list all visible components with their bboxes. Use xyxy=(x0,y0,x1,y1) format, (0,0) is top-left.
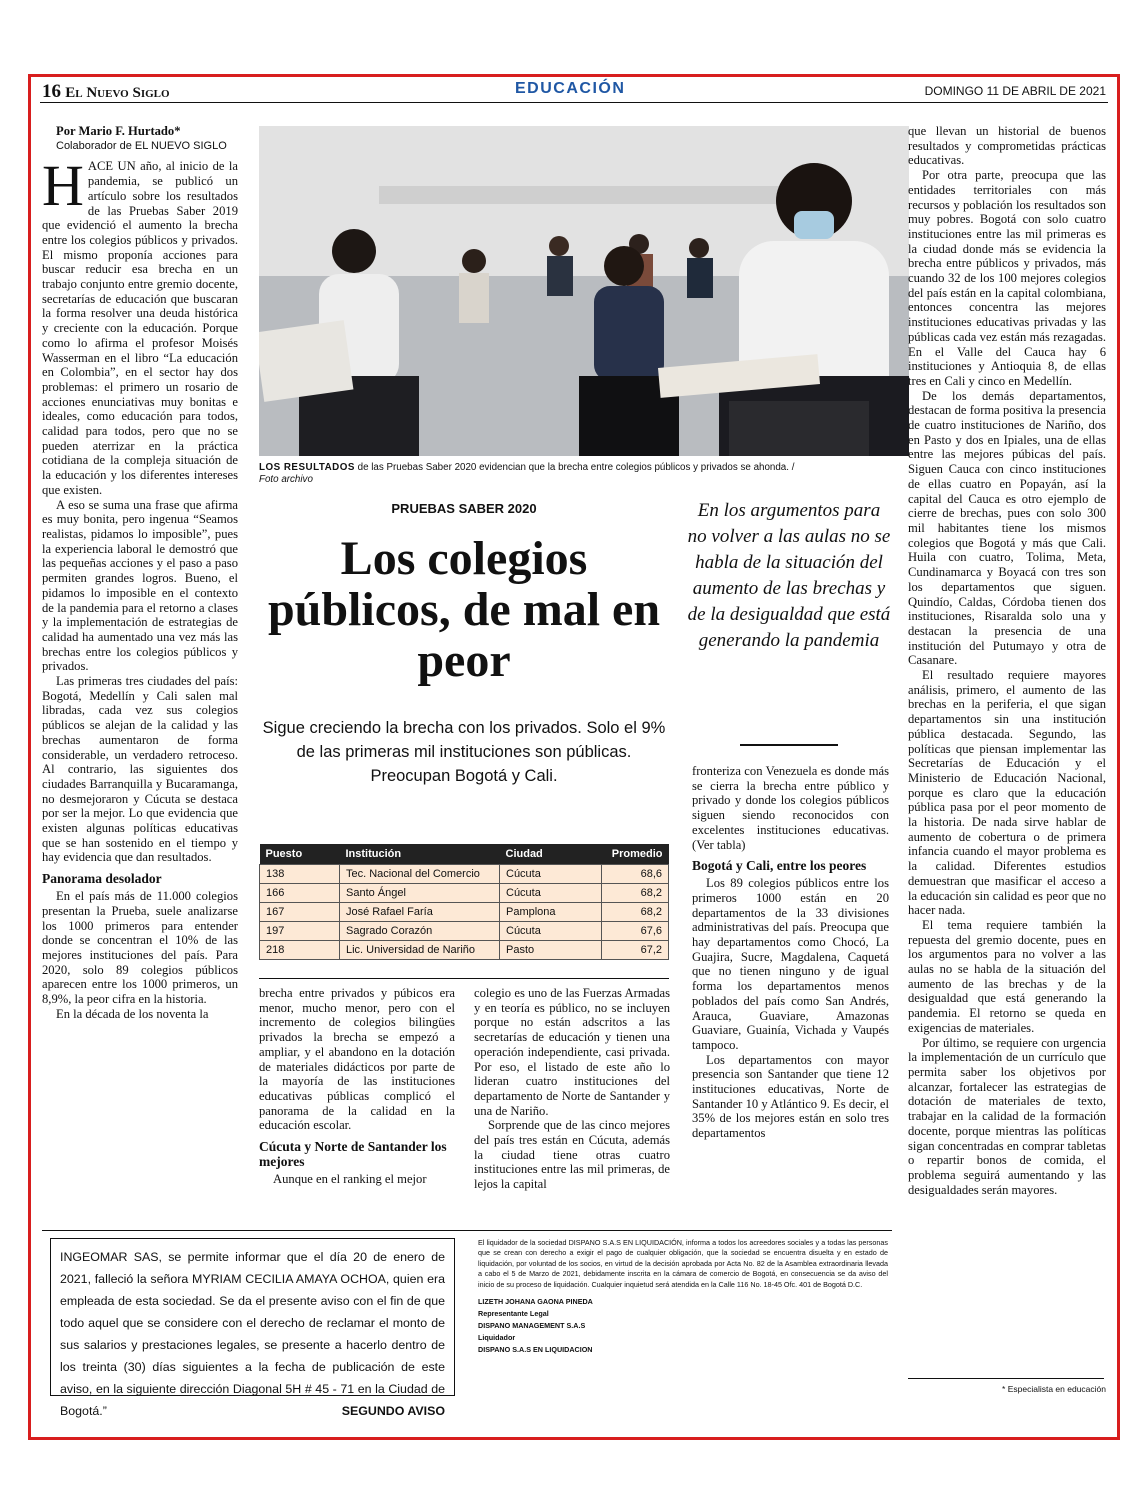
signer-role: Liquidador xyxy=(478,1333,516,1343)
article-column-4 xyxy=(692,764,889,1141)
caption-text: de las Pruebas Saber 2020 evidencian que la brecha entre colegios públicos y privados se ahonda. / xyxy=(354,462,795,473)
ads-top-rule xyxy=(42,1230,892,1231)
section-title: EDUCACIÓN xyxy=(515,80,626,97)
caption-lead: LOS RESULTADOS xyxy=(259,462,355,473)
article-column-5 xyxy=(908,124,1106,1197)
byline: Por Mario F. Hurtado* xyxy=(56,124,181,138)
paragraph: Los 89 colegios públicos entre los primeros 1000 están en 20 departamentos de la 33 divisiones administrativas del país. Preocupa que hay departamentos como Chocó, La Guajira, Sucre, Magdalena, Caquetá que no tienen ninguno y de igual forma los departamentos menos poblados del país como San Andrés, Arauca, Guaviare, Amazonas Guaviare, Guainía, Vichada y Vaupés tampoco. xyxy=(692,876,889,1052)
paragraph: colegio es uno de las Fuerzas Armadas y en teoría es público, no se incluyen porque no están adscritos a las secretarías de educación y tienen una operación independiente, casi privada. Por eso, el listado de este año lo lideran cuatro instituciones del departamento de Norte de Santander y una de Nariño. xyxy=(474,986,670,1118)
signer-name: LIZETH JOHANA GAONA PINEDA xyxy=(478,1297,593,1307)
table-cell: 68,2 xyxy=(602,903,669,922)
subheading: Cúcuta y Norte de Santander los mejores xyxy=(259,1139,447,1170)
paragraph: Sorprende que de las cinco mejores del país tres están en Cúcuta, además la ciudad tiene otras cuatro instituciones entre las mil primeras, de lejos la capital xyxy=(474,1118,670,1192)
table-header: Institución xyxy=(340,844,500,865)
paragraph: Por último, se requiere con urgencia la implementación de un currículo que permita saber los objetivos por alcanzar, fortalecer las estrategias de dotación de materiales de texto, trabajar en la calidad de la formación docente, porque mientras las políticas sigan concentradas en comprar tabletas o repartir bonos de comida, el problema seguirá aumentando y las desigualdades serán mayores. xyxy=(908,1035,1106,1197)
table-row xyxy=(260,903,669,922)
paragraph: En el país más de 11.000 colegios presentan la Prueba, suele analizarse los 1000 primeros para entender donde se concentran el 10% de las mejores instituciones del país. Para 2020, solo 89 colegios públicos aparecen entre los 1000 primeros, un 8,9%, la peor cifra en la historia. xyxy=(42,889,238,1007)
notice-signature xyxy=(478,1296,888,1356)
header-rule xyxy=(40,102,1108,103)
paragraph: Las primeras tres ciudades del país: Bogotá, Medellín y Cali salen mal libradas, cada vez sus colegios públicos se alejan de la calidad y las brechas aumentaron de forma considerable, un verdadero retroceso. Al contrario, las siguientes dos ciudades Barranquilla y Bucaramanga, no desmejoraron y Cúcuta se destaca por ser la mejor. Lo que evidencia que existen algunas políticas educativas que se han sostenido en el tiempo y hay evidencia que dan resultados. xyxy=(42,674,238,865)
photo-credit: Foto archivo xyxy=(259,474,313,485)
table-header: Promedio xyxy=(602,844,669,865)
table-cell: 67,2 xyxy=(602,941,669,960)
headline: Los colegios públicos, de mal en peor xyxy=(267,532,661,687)
table-cell: 68,2 xyxy=(602,884,669,903)
table-cell: Sagrado Corazón xyxy=(340,922,500,941)
paragraph: De los demás departamentos, destacan de forma positiva la presencia de cuatro instituciones de Nariño, dos en Pasto y dos en Ipiales, una de ellas entre las mejores púbicas del país. Siguen Cauca con cinco instituciones de ellas cuatro en Popayán, así la capital del Cauca es otro ejemplo de cierre de brechas, pues con solo 300 mil habitantes tiene los mismos colegios que Bogotá y más que Cali. Huila con cuatro, Tolima, Meta, Cundinamarca y Boyacá con tres son los departamentos que siguen. Quindío, Caldas, Córdoba tienen dos instituciones, Risaralda solo una y destacan la presencia de una institución del Putumayo y otra de Casanare. xyxy=(908,388,1106,668)
paragraph: A eso se suma una frase que afirma es muy bonita, pero ingenua “Seamos realistas, pidamos lo imposible”, pues la experiencia laboral le demostró que las pequeñas acciones y el paso a paso permiten grandes logros. Bueno, el pidamos lo imposible en el contexto de la pandemia para el retorno a clases y la implementación de estrategias de calidad ha aumentado una vez más las brechas entre los colegios públicos y privados. xyxy=(42,497,238,674)
deck: Sigue creciendo la brecha con los privados. Solo el 9% de las primeras mil instituciones son públicas. Preocupan Bogotá y Cali. xyxy=(262,719,666,785)
notice-text: El liquidador de la sociedad DISPANO S.A.S EN LIQUIDACIÓN, informa a todos los acreedores sociales y a todas las personas que se crean con derecho a exigir el pago de cualquier obligación, que la sociedad se encuentra disuelta y en estado de liquidación, por voluntad de los socios, en virtud de la decisión aprobada por Acta No. 82 de la Asamblea extraordinaria llevada a cabo el 5 de Marzo de 2021, debidamente inscrita en la cámara de comercio de Bogotá, en consecuencia se da aviso del inicio de su proceso de liquidación. Cualquier inquietud será atendida en la Calle 116 No. 18-45 Ofc. 401 de Bogotá D.C. xyxy=(478,1238,888,1289)
notice-signature: SEGUNDO AVISO xyxy=(341,1404,445,1418)
pull-quote-rule xyxy=(740,744,838,746)
legal-notice-dispano xyxy=(478,1238,888,1356)
table-cell: Cúcuta xyxy=(500,865,602,884)
table-row xyxy=(260,884,669,903)
table-cell: 197 xyxy=(260,922,340,941)
legal-notice-ingeomar xyxy=(50,1238,455,1418)
table-row xyxy=(260,865,669,884)
table-cell: José Rafael Faría xyxy=(340,903,500,922)
page-number: 16 xyxy=(42,81,61,102)
page-header-left xyxy=(42,81,170,103)
kicker: PRUEBAS SABER 2020 xyxy=(391,501,537,516)
paragraph: que llevan un historial de buenos resultados y comprometidas prácticas educativas. xyxy=(908,124,1106,168)
article-column-1 xyxy=(42,124,238,1021)
table-cell: 166 xyxy=(260,884,340,903)
table-cell: 218 xyxy=(260,941,340,960)
paragraph: El tema requiere también la repuesta del gremio docente, pues en los argumentos para no volver a las aulas no se habla de la situación del aumento de las brechas y de la desigualdad que está generando la pandemia. El retorno se queda en exigencias de materiales. xyxy=(908,917,1106,1035)
table-cell: 67,6 xyxy=(602,922,669,941)
newspaper-name: El Nuevo Siglo xyxy=(65,85,170,101)
paragraph: fronteriza con Venezuela es donde más se cierra la brecha entre público y privado y donde los colegios públicos siguen siendo reconocidos con excelentes instituciones educativas. (Ver tabla) xyxy=(692,764,889,852)
table-row xyxy=(260,922,669,941)
paragraph: HACE UN año, al inicio de la pandemia, se publicó un artículo sobre los resultados de las Pruebas Saber 2019 que evidenció el aumento la brecha entre los colegios públicos y privados. El mismo proponía acciones para buscar reducir esa brecha en un trabajo conjunto entre gremio docente, secretarías de educación que buscaran la forma resolver una deuda histórica y creciente con la educación. Porque como lo afirma el profesor Moisés Wasserman en el libro “La educación en Colombia”, en el sector hay dos problemas: el primero un rosario de acciones enunciativas muy bonitas e ideales, como educación para todos, calidad para todos, pero que no se pueden aterrizar en la práctica cotidiana de la compleja situación de la educación y los diferentes intereses que existen. xyxy=(42,153,238,497)
signer-company: DISPANO MANAGEMENT S.A.S xyxy=(478,1321,586,1331)
students-exam-photo xyxy=(259,126,909,456)
table-header: Puesto xyxy=(260,844,340,865)
paragraph: brecha entre privados y púbicos era menor, mucho menor, pero con el incremento de colegios bilingües privados la brecha se empezó a ampliar, y el abandono en la dotación de materiales didácticos por parte de la mayoría de las instituciones educativas públicas complicó el panorama de la calidad en la educación escolar. xyxy=(259,986,455,1133)
table-row xyxy=(260,941,669,960)
table-cell: Santo Ángel xyxy=(340,884,500,903)
table-cell: Pasto xyxy=(500,941,602,960)
table-cell: 167 xyxy=(260,903,340,922)
table-cell: Cúcuta xyxy=(500,884,602,903)
paragraph: Aunque en el ranking el mejor xyxy=(273,1172,427,1187)
table-header: Ciudad xyxy=(500,844,602,865)
table-cell: Cúcuta xyxy=(500,922,602,941)
paragraph: Por otra parte, preocupa que las entidades territoriales con más recursos y población los resultados son muy pobres. Bogotá con solo cuatro instituciones entre las mil primeras es la ciudad donde más se evidencia la brecha entre públicos y privados, más cuando 32 de los 100 mejores colegios del país están en la capital colombiana, entonces concentra las mejores instituciones educativas privadas y las públicas cada vez están más rezagadas. En el Valle del Cauca hay 6 instituciones y Antioquia 8, de ellas tres en Cali y cinco en Medellín. xyxy=(908,168,1106,388)
company-name: DISPANO S.A.S EN LIQUIDACION xyxy=(478,1345,593,1355)
column-end-rule xyxy=(908,1378,1104,1379)
author-role: Colaborador de EL NUEVO SIGLO xyxy=(56,139,227,152)
table-cell: 68,6 xyxy=(602,865,669,884)
paragraph: El resultado requiere mayores análisis, primero, el aumento de las brechas en la periferia, el que sigan departamentos sin una institución pública destacada. Segundo, las políticas que piensan implementar las Secretarías de Educación y el Ministerio de Educación Nacional, porque es claro que la educación pública pasa por el peor momento de la historia. De nada sirve hablar de aumento de cobertura o de primera infancia cuando el mayor problema es la calidad. Diferentes estudios demuestran que masificar el acceso a la educación sin calidad es peor que no hacer nada. xyxy=(908,668,1106,918)
ranking-table xyxy=(259,844,669,960)
article-column-3 xyxy=(474,986,670,1192)
table-bottom-rule xyxy=(259,978,669,979)
article-column-2 xyxy=(259,986,455,1187)
table-cell: 138 xyxy=(260,865,340,884)
drop-cap: H xyxy=(42,153,84,219)
subheading: Panorama desolador xyxy=(42,871,162,887)
paragraph: Los departamentos con mayor presencia son Santander que tiene 12 instituciones educativas, Norte de Santander 10 y Atlántico 9. Es decir, el 35% de los mejores están en solo tres departamentos xyxy=(692,1052,889,1141)
subheading: Bogotá y Cali, entre los peores xyxy=(692,858,867,874)
article-photo xyxy=(259,126,909,456)
table-cell: Pamplona xyxy=(500,903,602,922)
paragraph: En la década de los noventa la xyxy=(56,1006,209,1021)
signer-title: Representante Legal xyxy=(478,1309,549,1319)
issue-date: DOMINGO 11 DE ABRIL DE 2021 xyxy=(924,84,1106,98)
table-cell: Lic. Universidad de Nariño xyxy=(340,941,500,960)
pull-quote: En los argumentos para no volver a las aulas no se habla de la situación del aumento de las brechas y de la desigualdad que está generando la pandemia xyxy=(687,500,891,651)
photo-caption xyxy=(259,462,909,486)
footnote: * Especialista en educación xyxy=(1002,1384,1106,1394)
table-header-row xyxy=(260,844,669,865)
table-cell: Tec. Nacional del Comercio xyxy=(340,865,500,884)
notice-text: INGEOMAR SAS, se permite informar que el día 20 de enero de 2021, falleció la señora MYRIAM CECILIA AMAYA OCHOA, quien era empleada de esta sociedad. Se da el presente aviso con el fin de que todo aquel que se considere con el derecho de reclamar el monto de sus salarios y prestaciones legales, se presente a hacerlo dentro de los treinta (30) días siguientes a la fecha de publicación de este aviso, en la siguiente dirección Diagonal 5H # 45 - 71 en la Ciudad de Bogotá.” xyxy=(60,1250,445,1418)
